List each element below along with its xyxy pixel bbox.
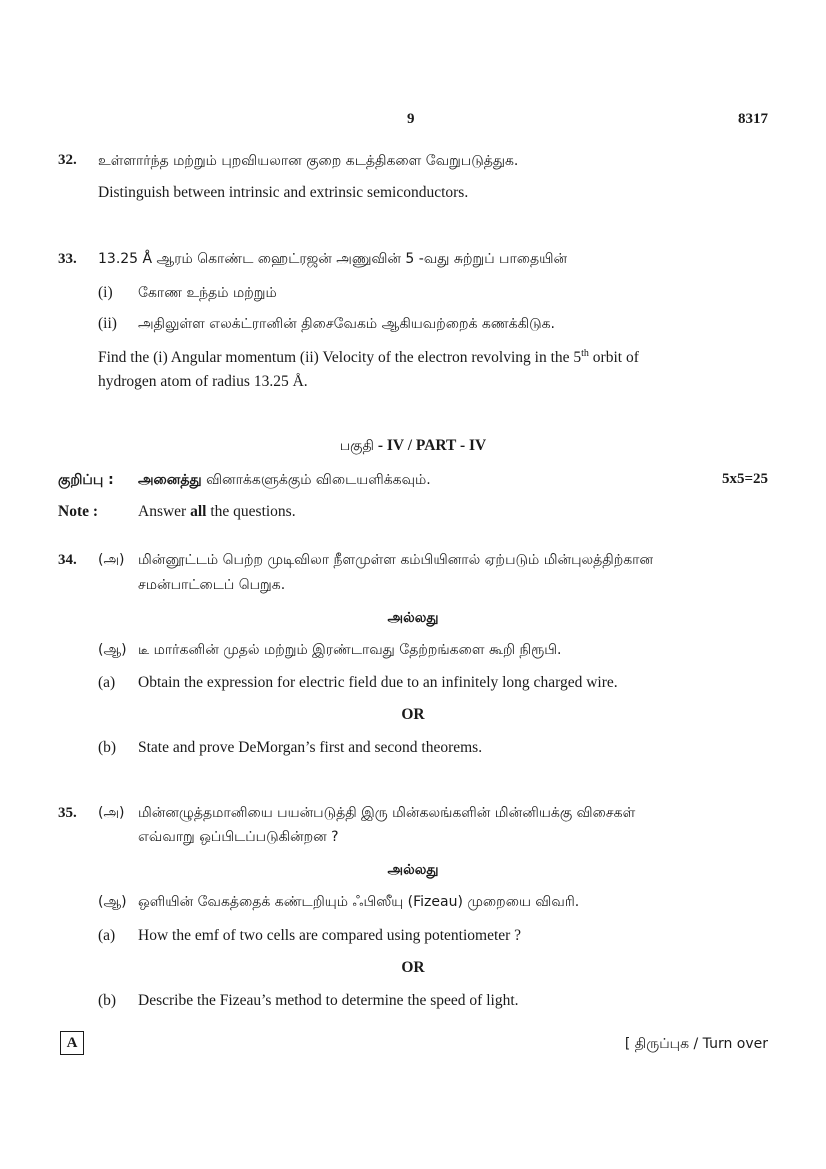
q33-english-line-2: hydrogen atom of radius 13.25 Å. (98, 373, 308, 390)
q35-a-tamil-line-1: மின்னழுத்தமானியை பயன்படுத்தி இரு மின்கலங்களின் மின்னியக்கு விசைகள் (138, 805, 636, 821)
part-heading: பகுதி - IV / PART - IV (339, 437, 487, 454)
note-tamil-text: அனைத்து வினாக்களுக்கும் விடையளிக்கவும். (138, 472, 431, 488)
question-number-35: 35. (58, 805, 77, 821)
q35-b-english-label: (b) (98, 992, 117, 1009)
q35-b-tamil-text: ஒளியின் வேகத்தைக் கண்டறியும் ஃபிஸீயு (Fizeau) முறையை விவரி. (138, 894, 580, 910)
turn-over-label: [ திருப்புக / Turn over (624, 1036, 768, 1052)
paper-code: 8317 (738, 111, 768, 127)
q34-b-tamil-label: (ஆ) (98, 642, 127, 658)
question-number-33: 33. (58, 251, 77, 267)
note-english-text: Answer all the questions. (138, 503, 296, 520)
question-number-32: 32. (58, 152, 77, 168)
q34-a-tamil-line-1: மின்னூட்டம் பெற்ற முடிவிலா நீளமுள்ள கம்பியினால் ஏற்படும் மின்புலத்திற்கான (138, 552, 654, 568)
q35-or-tamil: அல்லது (387, 862, 439, 878)
q35-a-english-text: How the emf of two cells are compared using potentiometer ? (138, 927, 522, 944)
section-marks: 5x5=25 (721, 471, 768, 487)
q34-a-tamil-label: (அ) (98, 552, 125, 568)
q35-b-tamil-label: (ஆ) (98, 894, 127, 910)
note-english-label: Note : (58, 503, 99, 520)
q34-a-tamil-line-2: சமன்பாட்டைப் பெறுக. (138, 577, 286, 593)
q32-english-text: Distinguish between intrinsic and extrinsic semiconductors. (98, 184, 469, 201)
q32-tamil-text: உள்ளார்ந்த மற்றும் புறவியலான குறை கடத்திகளை வேறுபடுத்துக. (98, 153, 519, 169)
q35-a-tamil-label: (அ) (98, 805, 125, 821)
q33-sub-ii-tamil: அதிலுள்ள எலக்ட்ரானின் திசைவேகம் ஆகியவற்றைக் கணக்கிடுக. (138, 316, 555, 332)
q35-or-english: OR (401, 959, 425, 976)
note-tamil-label: குறிப்பு : (58, 472, 114, 488)
q33-english-line-1: Find the (i) Angular momentum (ii) Velocity of the electron revolving in the 5th orbit of (98, 348, 639, 367)
q34-b-tamil-text: டீ மார்கனின் முதல் மற்றும் இரண்டாவது தேற்றங்களை கூறி நிரூபி. (138, 642, 562, 658)
q35-b-english-text: Describe the Fizeau’s method to determine the speed of light. (138, 992, 519, 1009)
q33-sub-i-label: (i) (98, 284, 113, 301)
q34-b-english-label: (b) (98, 739, 117, 756)
q33-tamil-intro: 13.25 Å ஆரம் கொண்ட ஹைட்ரஜன் அணுவின் 5 -வது சுற்றுப் பாதையின் (98, 251, 568, 267)
page-number: 9 (407, 111, 415, 127)
q34-or-tamil: அல்லது (387, 610, 439, 626)
q33-sub-ii-label: (ii) (98, 315, 117, 332)
q35-a-tamil-line-2: எவ்வாறு ஒப்பிடப்படுகின்றன ? (138, 829, 339, 845)
q35-a-english-label: (a) (98, 927, 116, 944)
q34-a-english-label: (a) (98, 674, 116, 691)
question-number-34: 34. (58, 552, 77, 568)
q33-sub-i-tamil: கோண உந்தம் மற்றும் (138, 285, 277, 301)
q34-or-english: OR (401, 706, 425, 723)
q34-a-english-text: Obtain the expression for electric field due to an infinitely long charged wire. (138, 674, 618, 691)
series-box: A (60, 1031, 84, 1055)
q34-b-english-text: State and prove DeMorgan’s first and second theorems. (138, 739, 483, 756)
